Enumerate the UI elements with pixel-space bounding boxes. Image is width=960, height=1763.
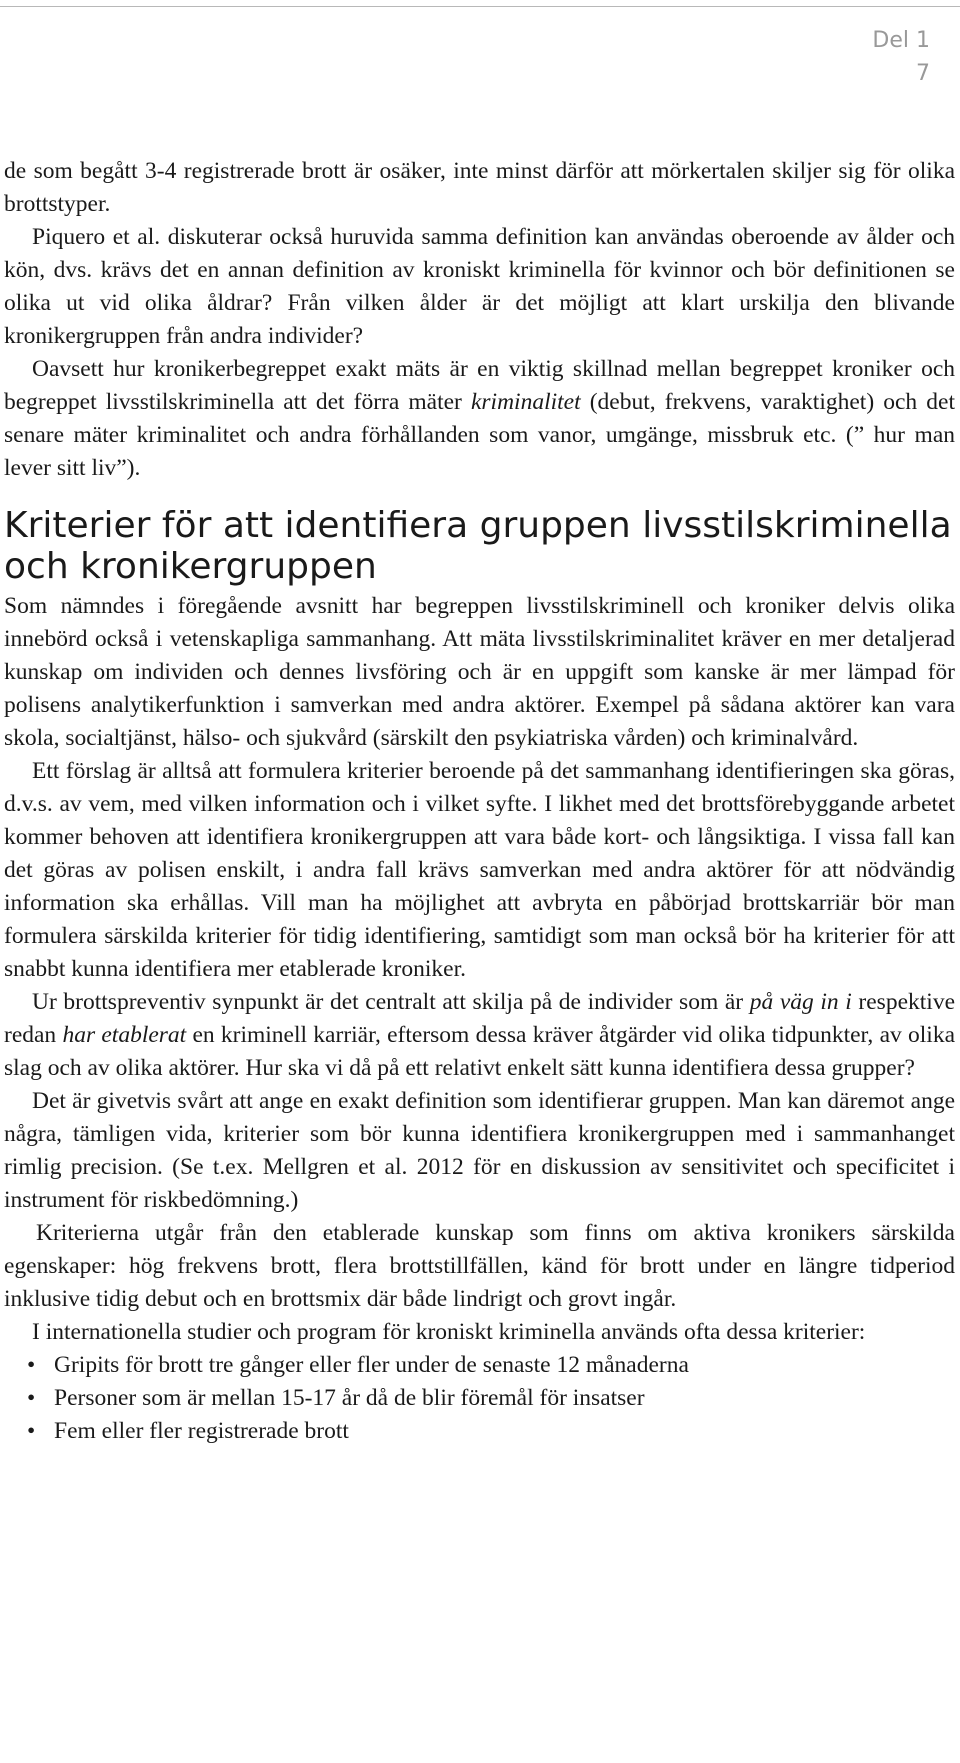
section-label: Del 1 xyxy=(872,28,930,53)
paragraph-2: Piquero et al. diskuterar också huruvida samma definition kan användas oberoende av ålder och kön, dvs. krävs det en annan definition av kroniskt kriminella för kvinnor och bör definitionen se olika ut vid olika åldrar? Från vilken ålder är det möjligt att klart urskilja den blivande kronikergruppen från andra individer? xyxy=(4,224,955,349)
header-rule xyxy=(0,6,960,7)
paragraph-1: de som begått 3-4 registrerade brott är osäker, inte minst därför att mörkertalen skiljer sig för olika brottstyper. xyxy=(4,158,955,217)
section-heading: Kriterier för att identifiera gruppen livsstilskriminella och kronikergruppen xyxy=(4,505,952,587)
paragraph-6-text-a: Ur brottspreventiv synpunkt är det centralt att skilja på de individer som är xyxy=(32,989,750,1015)
criteria-list xyxy=(4,1349,955,1448)
paragraph-6-text-b: respektive redan xyxy=(4,989,955,1048)
paragraph-3-text-b: (debut, frekvens, varaktighet) och det senare mäter kriminalitet och andra förhållanden som vanor, umgänge, missbruk etc. (” hur man lever sitt liv”). xyxy=(4,389,955,481)
paragraph-6-emphasis-2: har etablerat xyxy=(62,1022,187,1048)
list-item-text: Gripits för brott tre gånger eller fler under de senaste 12 månaderna xyxy=(54,1352,689,1378)
paragraph-6-emphasis-1: på väg in i xyxy=(749,989,852,1015)
paragraph-4: Som nämndes i föregående avsnitt har begreppen livsstilskriminell och kroniker delvis olika innebörd också i vetenskapliga sammanhang. Att mäta livsstilskriminalitet kräver en mer detaljerad kunskap om individen och dennes livsföring och är en uppgift som kanske är mer lämpad för polisens analytikerfunktion i samverkan med andra aktörer. Exempel på sådana aktörer kan vara skola, socialtjänst, hälso- och sjukvård (särskilt den psykiatriska vården) och kriminalvård. xyxy=(4,593,955,751)
paragraph-8: Kriterierna utgår från den etablerade kunskap som finns om aktiva kronikers särskilda egenskaper: hög frekvens brott, flera brottstillfällen, känd för brott under en längre tidperiod inklusive tidig debut och en brottsmix där både lindrigt och grovt ingår. xyxy=(4,1220,955,1312)
list-item-text: Fem eller fler registrerade brott xyxy=(54,1418,349,1444)
page-number: 7 xyxy=(916,61,930,86)
paragraph-5: Ett förslag är alltså att formulera kriterier beroende på det sammanhang identifieringen ska göras, d.v.s. av vem, med vilken information och i vilket syfte. I likhet med det brottsförebyggande arbetet kommer behoven att identifiera kronikergruppen att vara både kort- och långsiktiga. I vissa fall kan det göras av polisen enskilt, i andra fall krävs samverkan med andra aktörer för att nödvändig information ska erhållas. Vill man ha möjlighet att avbryta en påbörjad brottskarriär bör man formulera särskilda kriterier för tidig identifiering, samtidigt som man också bör ha kriterier för att snabbt kunna identifiera mer etablerade kroniker. xyxy=(4,758,955,982)
list-item xyxy=(4,1415,955,1448)
running-head xyxy=(872,24,930,90)
bullet-icon: • xyxy=(27,1418,36,1444)
bullet-icon: • xyxy=(27,1352,36,1378)
paragraph-7: Det är givetvis svårt att ange en exakt definition som identifierar gruppen. Man kan däremot ange några, tämligen vida, kriterier som bör kunna identifiera kronikergruppen med i sammanhanget rimlig precision. (Se t.ex. Mellgren et al. 2012 för en diskussion av sensitivitet och specificitet i instrument för riskbedömning.) xyxy=(4,1088,955,1213)
list-item xyxy=(4,1382,955,1415)
bullet-icon: • xyxy=(27,1385,36,1411)
document-body xyxy=(4,155,955,1448)
paragraph-6-text-c: en kriminell karriär, eftersom dessa kräver åtgärder vid olika tidpunkter, av olika slag och av olika aktörer. Hur ska vi då på ett relativt enkelt sätt kunna identifiera dessa grupper? xyxy=(4,1022,955,1081)
paragraph-3-text-a: Oavsett hur kronikerbegreppet exakt mäts är en viktig skillnad mellan begreppet kroniker och begreppet livsstilskriminella att det förra mäter xyxy=(4,356,955,415)
paragraph-6 xyxy=(4,986,955,1085)
list-item-text: Personer som är mellan 15-17 år då de blir föremål för insatser xyxy=(54,1385,645,1411)
paragraph-9: I internationella studier och program för kroniskt kriminella används ofta dessa kriterier: xyxy=(32,1319,866,1345)
paragraph-3-emphasis: kriminalitet xyxy=(470,389,581,415)
paragraph-3 xyxy=(4,353,955,485)
list-item xyxy=(4,1349,955,1382)
